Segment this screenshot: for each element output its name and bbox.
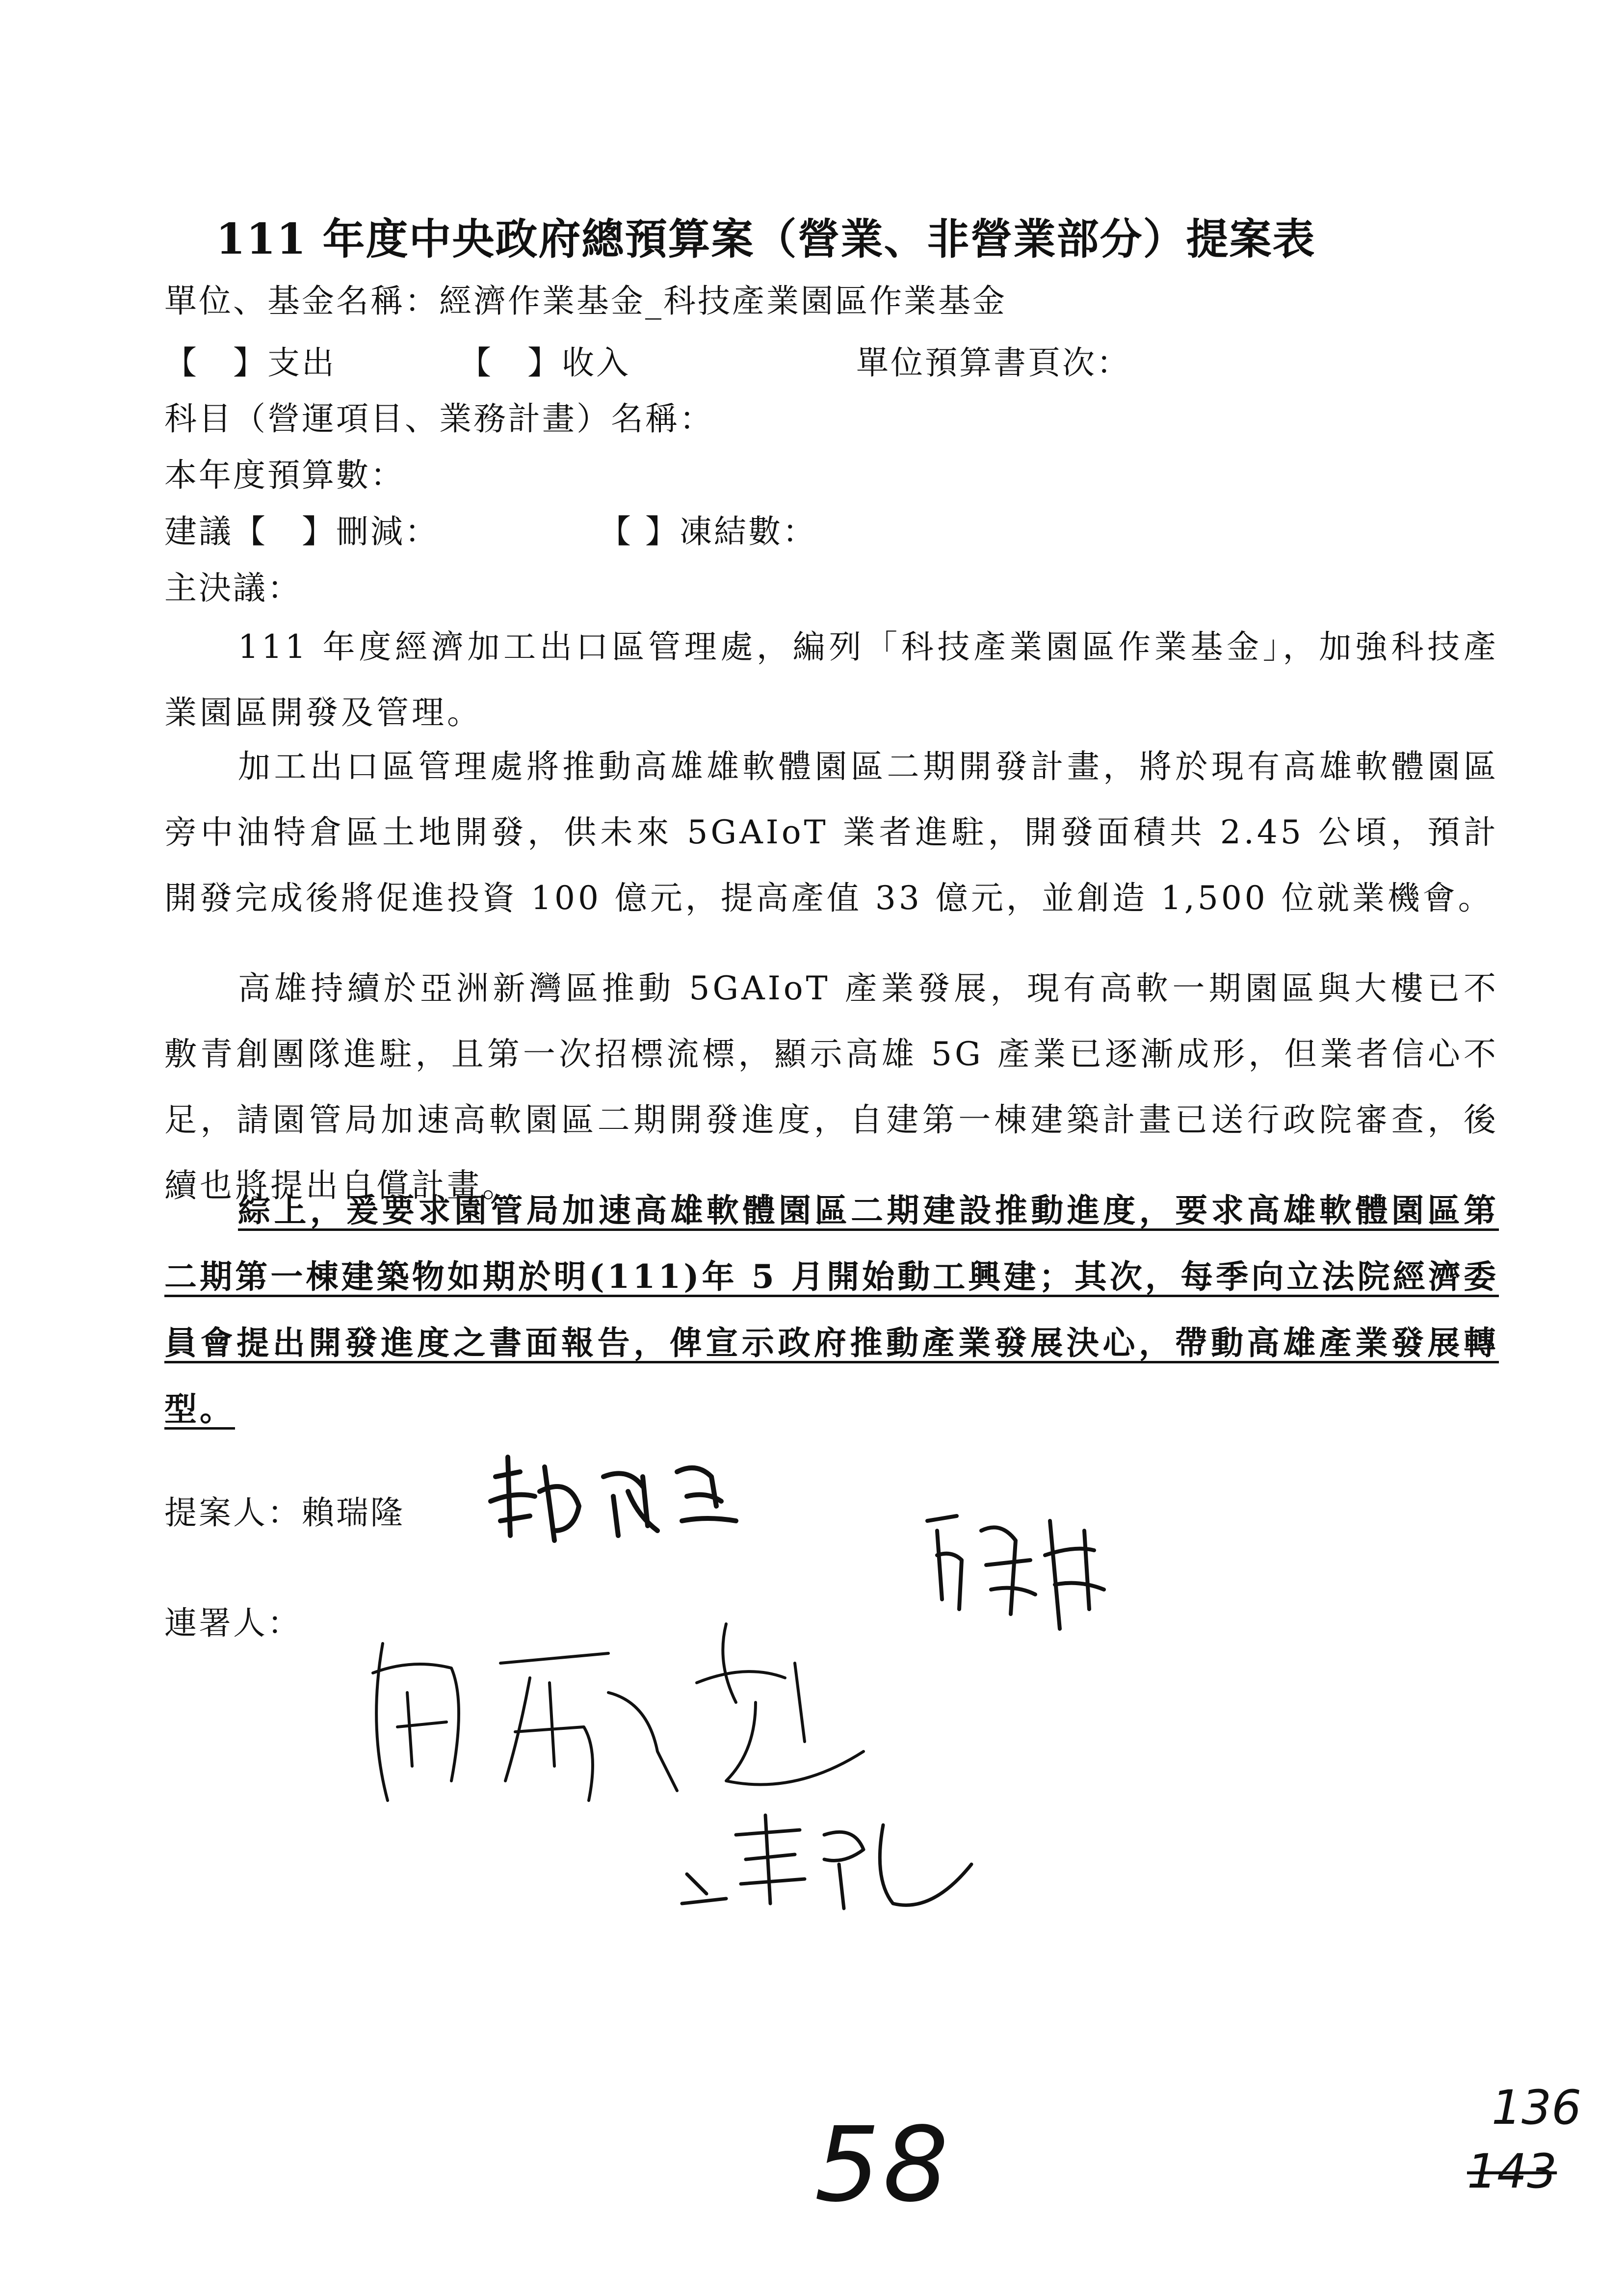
handwritten-page-ref-struck: 143 [1467, 2144, 1557, 2199]
paragraph-1: 111 年度經濟加工出口區管理處，編列「科技產業園區作業基金」，加強科技產業園區開發及管理。 [164, 628, 1499, 731]
signature-cosigner-1 [917, 1501, 1124, 1639]
conclusion-paragraph [164, 1177, 1499, 1442]
budget-page-field: 單位預算書頁次： [856, 344, 1131, 382]
subject-field: 科目（營運項目、業務計畫）名稱： [164, 400, 714, 438]
main-resolution-label: 主決議： [164, 569, 302, 607]
freeze-field: 【 】凍結數： [599, 513, 817, 550]
expense-checkbox: 【 】支出 [164, 344, 336, 382]
current-budget-field: 本年度預算數： [164, 456, 405, 494]
cosigners-label: 連署人： [164, 1604, 302, 1642]
document-title: 111 年度中央政府總預算案（營業、非營業部分）提案表 [216, 214, 1316, 264]
paragraph-3: 高雄持續於亞洲新灣區推動 5GAIoT 產業發展，現有高軟一期園區與大樓已不敷青創團隊進駐，且第一次招標流標，顯示高雄 5G 產業已逐漸成形，但業者信心不足，請園管局加速高軟園區二期開發進度，自建第一棟建築計畫已送行政院審查，後續也將提出自償計畫。 [164, 969, 1499, 1204]
unit-fund-line: 單位、基金名稱：經濟作業基金_科技產業園區作業基金 [164, 282, 1007, 320]
suggest-cut-field: 建議【 】刪減： [164, 513, 439, 550]
paragraph-2: 加工出口區管理處將推動高雄雄軟體園區二期開發計畫，將於現有高雄軟體園區旁中油特倉區土地開發，供未來 5GAIoT 業者進駐，開發面積共 2.45 公頃，預計開發完成後將促進投資 100 億元，提高產值 33 億元，並創造 1,500 位就業機會。 [164, 748, 1499, 917]
income-checkbox: 【 】收入 [459, 344, 630, 382]
signature-cosigner-2 [353, 1604, 893, 1830]
signature-proposer [481, 1447, 756, 1545]
handwritten-page-number: 58 [814, 2105, 952, 2225]
signature-cosigner-3 [677, 1805, 991, 1923]
handwritten-page-ref: 136 [1492, 2080, 1582, 2135]
proposer-field: 提案人：賴瑞隆 [164, 1494, 405, 1532]
conclusion-text: 綜上，爰要求園管局加速高雄軟體園區二期建設推動進度，要求高雄軟體園區第二期第一棟建築物如期於明(111)年 5 月開始動工興建；其次，每季向立法院經濟委員會提出開發進度之書面報告，俾宣示政府推動產業發展決心，帶動高雄產業發展轉型。 [164, 1191, 1499, 1428]
